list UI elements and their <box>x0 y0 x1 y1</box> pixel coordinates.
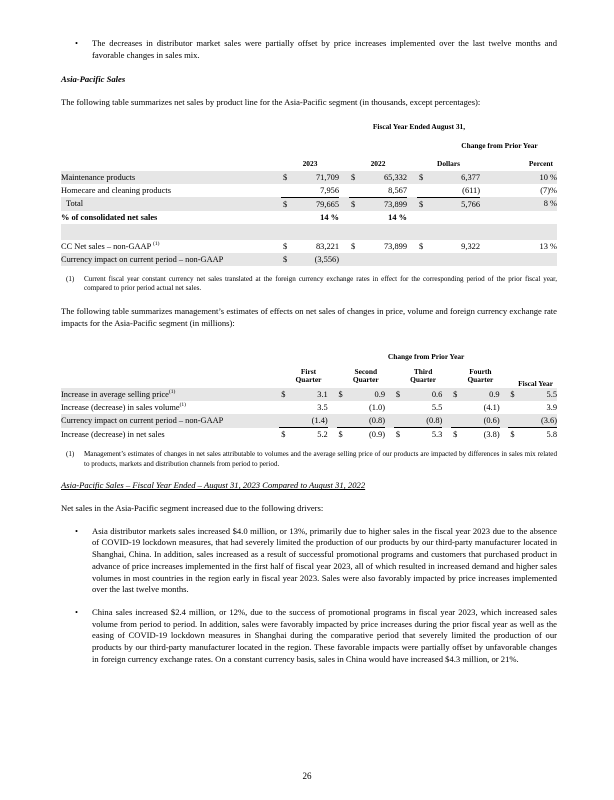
value-2022: 8,567 <box>357 184 407 198</box>
dollar-sign <box>337 401 346 414</box>
value-q3: 5.5 <box>431 403 443 413</box>
value-fiscal-year: 3.9 <box>546 403 557 413</box>
table2-col-fiscal: Fiscal Year <box>518 378 553 388</box>
value-q2: (1.0) <box>368 403 386 413</box>
row-label: Increase (decrease) in sales volume$^{(1)}$ <box>61 402 187 413</box>
price-volume-table <box>61 351 557 441</box>
dollar-sign <box>451 414 460 428</box>
dollar-sign: $ <box>281 253 289 266</box>
net-sales-table <box>61 121 557 266</box>
dollar-sign <box>281 184 289 198</box>
dollar-sign: $ <box>453 430 458 440</box>
dollar-sign: $ <box>351 241 356 251</box>
dollar-sign: $ <box>451 388 460 401</box>
row-label: Homecare and cleaning products <box>61 185 171 195</box>
dollar-sign <box>417 184 425 198</box>
footnote-marker: (1) <box>66 274 75 283</box>
dollar-sign: $ <box>510 430 515 440</box>
value-q3: 5.3 <box>431 430 443 440</box>
dollar-sign: $ <box>508 388 517 401</box>
dollar-sign: $ <box>338 430 343 440</box>
value-2023: (3,556) <box>289 253 339 266</box>
bullet-text: China sales increased $2.4 million, or 12%, due to the success of promotional programs in fiscal year 2023, which increased sales volume from period to period. In addition, sales were favorably impacted by price increases during the prior fiscal year as well as the easing of COVID-19 lockdown measures in Shanghai during the comparative period that severely limited the production of our products by our third-party manufacturer located in the region. These favorable impacts were partially offset by unfavorable changes in foreign currency exchange rates. On a constant currency basis, sales in China would have increased $4.3 million, or 21%. <box>92 606 557 664</box>
table-row <box>61 414 557 428</box>
value-dollars: (611) <box>425 184 480 198</box>
dollar-sign <box>349 184 357 198</box>
footnote-ref: (1) <box>179 402 187 409</box>
dollar-sign: $ <box>417 171 425 184</box>
table-row <box>61 401 557 414</box>
dollar-sign <box>451 401 460 414</box>
value-q2: (0.8) <box>345 414 385 428</box>
intro-bullet-text: The decreases in distributor market sales were partially offset by price increases implemented over the last twelve months and favorable changes in sales mix. <box>92 38 557 60</box>
table1-intro: The following table summarizes net sales by product line for the Asia-Pacific segment (in thousands, except percentages): <box>61 97 481 108</box>
value-q1: 5.2 <box>317 430 328 440</box>
value-dollars: 5,766 <box>425 197 480 211</box>
table-row <box>61 171 557 184</box>
table-row <box>61 388 557 401</box>
value-2022: 14 % <box>388 212 407 222</box>
dollar-sign: $ <box>417 197 425 211</box>
value-q1: (1.4) <box>288 414 328 428</box>
table1-col-2023: 2023 <box>302 158 318 168</box>
row-label: % of consolidated net sales <box>61 212 158 222</box>
section-heading: Asia-Pacific Sales <box>61 74 126 85</box>
value-q4: (3.8) <box>483 430 500 440</box>
dollar-sign: $ <box>349 171 357 184</box>
row-label: Increase (decrease) in net sales <box>61 429 165 439</box>
dollar-sign: $ <box>395 430 401 440</box>
table1-col-2022: 2022 <box>370 158 386 168</box>
table1-col-percent: Percent <box>528 158 553 168</box>
driver-bullet-asia <box>61 526 557 596</box>
value-q4: 0.9 <box>460 388 500 401</box>
value-q1: 3.1 <box>288 388 328 401</box>
row-label: CC Net sales – non-GAAP $^{(1)}$ <box>61 240 160 251</box>
footnote-ref: (1) <box>153 240 160 247</box>
table1-group-header: Fiscal Year Ended August 31, <box>372 121 466 131</box>
document-page <box>61 38 557 665</box>
value-percent: 13 % <box>539 241 557 251</box>
dollar-sign: $ <box>394 388 403 401</box>
bullet-marker: • <box>75 38 79 48</box>
value-2023: 14 % <box>320 212 339 222</box>
table-row-cc <box>61 240 557 253</box>
dollar-sign <box>279 401 288 414</box>
value-2022: 73,899 <box>383 241 407 251</box>
value-2023: 83,221 <box>315 241 339 251</box>
table-row-total <box>61 197 557 211</box>
value-percent: 8 % <box>480 197 557 211</box>
value-2023: 7,956 <box>289 184 339 198</box>
dollar-sign: $ <box>419 241 424 251</box>
table-row <box>61 184 557 198</box>
value-q3: 0.6 <box>403 388 443 401</box>
dollar-sign <box>337 414 346 428</box>
row-label: Increase in average selling price$^{(1)}$ <box>61 388 279 401</box>
value-dollars: 6,377 <box>425 171 480 184</box>
dollar-sign <box>394 414 403 428</box>
value-q1: 3.5 <box>317 403 328 413</box>
value-2022: 65,332 <box>357 171 407 184</box>
table2-col-fourth: Fourth Quarter <box>467 366 494 385</box>
footnote-text: Management’s estimates of changes in net sales attributable to volumes and the average selling price of our products are impacted by differences in sales mix related to products, markets and distribution channels from period to period. <box>84 450 557 468</box>
table-row-impact <box>61 253 557 266</box>
table-row-total <box>61 428 557 442</box>
row-label: Maintenance products <box>61 171 281 184</box>
value-fiscal-year: (3.6) <box>517 414 557 428</box>
value-percent: 10 % <box>480 171 557 184</box>
dollar-sign: $ <box>279 388 288 401</box>
bullet-marker: • <box>75 525 79 536</box>
row-label: Currency impact on current period – non-GAAP <box>61 414 279 428</box>
row-label: Total <box>61 197 281 211</box>
dollar-sign <box>508 414 517 428</box>
value-2023: 79,665 <box>289 197 339 211</box>
table2-col-third: Third Quarter <box>410 366 436 385</box>
table-row-pct <box>61 211 557 224</box>
value-2023: 71,709 <box>289 171 339 184</box>
bullet-text: Asia distributor markets sales increased $4.0 million, or 13%, primarily due to higher sales in the fiscal year 2023 due to the absence of COVID-19 lockdown measures, that had severely limited the production of our products by our third-party manufacturer located in Shanghai, China. In addition, sales increased as a result of successful promotional programs and customers that purchased product in advance of price increases implemented in the first half of fiscal year 2023, all of which resulted in increased demand and higher sales volumes in most countries in the region early in fiscal year 2023. Sales were also favorably impacted by price increases implemented over the last twelve months. <box>92 525 557 595</box>
value-q4: (4.1) <box>483 403 500 413</box>
value-2022: 73,899 <box>357 197 407 211</box>
table2-col-second: Second Quarter <box>352 366 379 385</box>
intro-bullet <box>61 38 557 61</box>
dollar-sign: $ <box>283 241 288 251</box>
bullet-marker: • <box>75 606 79 617</box>
value-fiscal-year: 5.8 <box>546 430 557 440</box>
value-dollars: 9,322 <box>461 241 480 251</box>
value-fiscal-year: 5.5 <box>517 388 557 401</box>
dollar-sign: $ <box>281 430 286 440</box>
subsection-heading: Asia-Pacific Sales – Fiscal Year Ended – August 31, 2023 Compared to August 31, 2022 <box>61 480 366 491</box>
footnote-text: Current fiscal year constant currency net sales translated at the foreign currency exchange rates in effect for the corresponding period of the prior fiscal year, compared to prior period actual net sales. <box>84 274 557 293</box>
table2-group-header: Change from Prior Year <box>387 352 465 362</box>
table2-intro: The following table summarizes management’s estimates of effects on net sales of changes in price, volume and foreign currency exchange rate impacts for the Asia-Pacific segment (in millions): <box>61 305 557 328</box>
value-percent: (7)% <box>540 185 557 195</box>
table1-change-header: Change from Prior Year <box>461 141 538 151</box>
dollar-sign <box>279 414 288 428</box>
dollar-sign: $ <box>281 171 289 184</box>
drivers-intro: Net sales in the Asia-Pacific segment increased due to the following drivers: <box>61 503 324 514</box>
value-q2: 0.9 <box>345 388 385 401</box>
page-number: 26 <box>302 771 312 781</box>
value-q3: (0.8) <box>403 414 443 428</box>
dollar-sign: $ <box>281 197 289 211</box>
table1-col-dollars: Dollars <box>437 158 460 168</box>
dollar-sign: $ <box>337 388 346 401</box>
row-label: Currency impact on current period – non-GAAP <box>61 253 281 266</box>
driver-bullet-china <box>61 607 557 665</box>
footnote-marker: (1) <box>66 450 75 459</box>
value-q4: (0.6) <box>460 414 500 428</box>
dollar-sign <box>508 401 517 414</box>
value-q2: (0.9) <box>368 430 386 440</box>
dollar-sign <box>394 401 403 414</box>
footnote-ref: (1) <box>168 389 176 396</box>
footnote-2 <box>61 450 557 469</box>
table-spacer-row <box>61 224 557 240</box>
dollar-sign: $ <box>349 197 357 211</box>
table2-col-first: First Quarter <box>295 366 322 385</box>
footnote-1 <box>61 275 557 294</box>
